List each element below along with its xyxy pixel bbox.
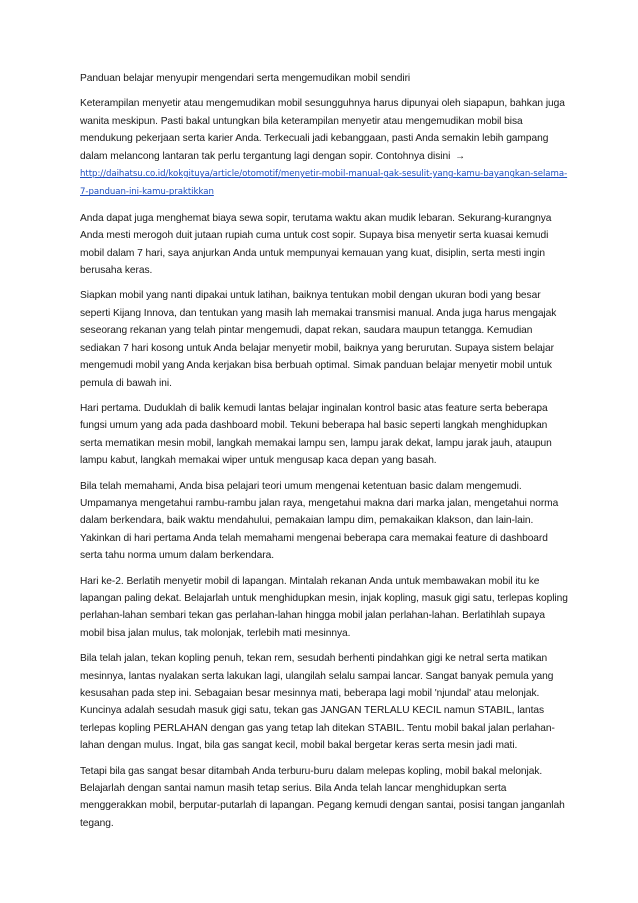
- paragraph-2: Anda dapat juga menghemat biaya sewa sopir, terutama waktu akan mudik lebaran. Sekurang-kurangnya Anda mesti merogoh duit jutaan rupiah cuma untuk cost sopir. Supaya bisa menyetir serta kuasai kemudi mobil dalam 7 hari, saya anjurkan Anda untuk mempunyai kemauan yang kuat, disiplin, serta mesti ingin berusaha keras.: [80, 212, 552, 277]
- paragraph-5: Bila telah memahami, Anda bisa pelajari teori umum mengenai ketentuan basic dalam mengemudi. Umpamanya mengetahui rambu-rambu jalan raya, mengetahui makna dari marka jalan, mengetahui norma dalam berkendara, baik waktu mendahului, pemakaian lampu dim, pemakaikan klakson, dan lain-lain. Yakinkan di hari pertama Anda telah memahami mengenai beberapa cara memakai feature di dashboard serta tahu norma umum dalam berkendara.: [80, 480, 559, 562]
- source-link[interactable]: http://daihatsu.co.id/kokgituya/article/otomotif/menyetir-mobil-manual-gak-sesulit-yang-kamu-bayangkan-selama-7-panduan-ini-kamu-praktikkan: [80, 169, 568, 198]
- document-page: [80, 70, 568, 840]
- document-title: Panduan belajar menyupir mengendari serta mengemudikan mobil sendiri: [80, 73, 411, 84]
- paragraph-6: Hari ke-2. Berlatih menyetir mobil di lapangan. Mintalah rekanan Anda untuk membawakan mobil itu ke lapangan paling dekat. Belajarlah untuk menghidupkan mesin, injak kopling, masuk gigi satu, terlepas kopling perlahan-lahan sembari tekan gas perlahan-lahan hingga mobil jalan perlahan-lahan. Berlatihlah supaya mobil bisa jalan mulus, tak molonjak, terlebih mati mesinnya.: [80, 575, 568, 639]
- paragraph-intro-text: Keterampilan menyetir atau mengemudikan mobil sesungguhnya harus dipunyai oleh siapapun, bahkan juga wanita meskipun. Pasti bakal untungkan bila keterampilan menyetir atau mengemudikan mobil bisa mendukung pekerjaan serta karier Anda. Terkecuali jadi kebanggaan, pasti Anda semakin lebih gampang dalam melancong lantaran tak perlu tergantung lagi dengan sopir. Contohnya disini: [80, 98, 565, 162]
- paragraph-3: Siapkan mobil yang nanti dipakai untuk latihan, baiknya tentukan mobil dengan ukuran bodi yang besar seperti Kijang Innova, dan tentukan yang masih lah memakai transmisi manual. Anda juga harus mengajak seseorang rekanan yang telah pintar mengemudi, dapat rekan, saudara maupun tetangga. Kemudian sediakan 7 hari kosong untuk Anda belajar menyetir mobil, baiknya yang berurutan. Supaya sistem belajar mengemudi mobil yang Anda kerjakan bisa berbuah optimal. Simak panduan belajar menyetir mobil untuk pemula di bawah ini.: [80, 290, 557, 389]
- arrow-right-icon: →: [455, 150, 466, 162]
- paragraph-7: Bila telah jalan, tekan kopling penuh, tekan rem, sesudah berhenti pindahkan gigi ke netral serta matikan mesinnya, lantas nyalakan serta lakukan lagi, ulangilah selalu sampai lancar. Sangat banyak pemula yang kesusahan pada step ini. Sebagaian besar mesinnya mati, beberapa lagi mobil 'njundal' atau melonjak. Kuncinya adalah sesudah masuk gigi satu, tekan gas JANGAN TERLALU KECIL namun STABIL, lantas terlepas kopling PERLAHAN dengan gas yang tetap lah ditekan STABIL. Tentu mobil bakal jalan perlahan-lahan dengan mulus. Ingat, bila gas sangat kecil, mobil bakal bergetar keras serta mesin jadi mati.: [80, 653, 555, 752]
- paragraph-intro: [80, 95, 568, 201]
- paragraph-4: Hari pertama. Duduklah di balik kemudi lantas belajar inginalan kontrol basic atas feature serta beberapa fungsi umum yang ada pada dashboard mobil. Tekuni beberapa hal basic seperti langkah menghidupkan serta mematikan mesin mobil, langkah memakai lampu sen, lampu jarak dekat, lampu jarak jauh, ataupun lampu kabut, langkah memakai wiper untuk mengusap kaca depan yang basah.: [80, 402, 552, 467]
- paragraph-8: Tetapi bila gas sangat besar ditambah Anda terburu-buru dalam melepas kopling, mobil bakal melonjak. Belajarlah dengan santai namun masih tetap serius. Bila Anda telah lancar menghidupkan serta menggerakkan mobil, berputar-putarlah di lapangan. Pegang kemudi dengan santai, posisi tangan janganlah tegang.: [80, 765, 565, 829]
